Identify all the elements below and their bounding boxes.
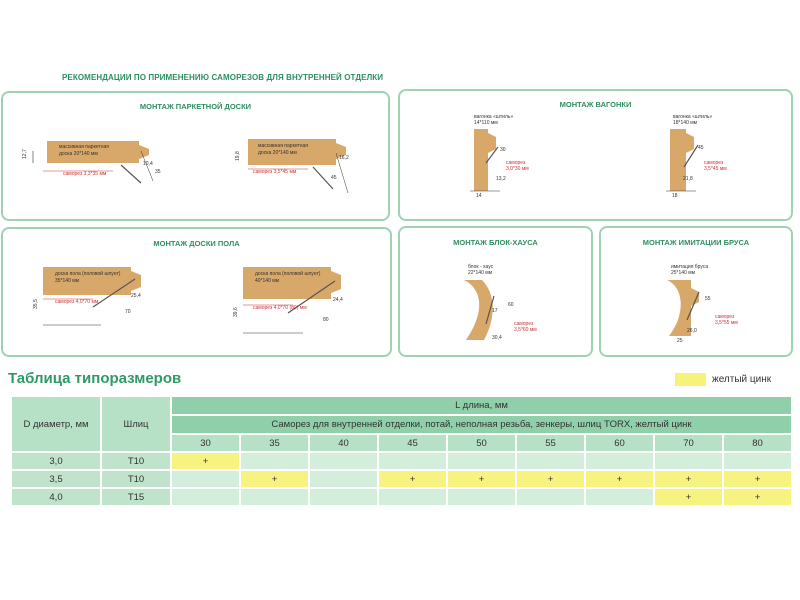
size-cell: +: [447, 470, 516, 488]
row-diameter: 4,0: [11, 488, 101, 506]
size-cell: +: [240, 470, 309, 488]
size-cell: [171, 470, 240, 488]
floor-left-d1: 25,4: [131, 293, 141, 299]
size-cell: [447, 452, 516, 470]
size-cell: +: [654, 488, 723, 506]
legend-swatch: [675, 373, 706, 386]
row-diameter: 3,5: [11, 470, 101, 488]
size-cell: [378, 488, 447, 506]
wagonka-left-board2: 14*110 мм: [474, 120, 498, 126]
size-cell: [447, 488, 516, 506]
size-cell: [654, 452, 723, 470]
length-col: 60: [585, 434, 654, 452]
floor-right-h: 39,6: [233, 307, 239, 317]
blockhouse-screw: саморез: [514, 321, 534, 327]
floor-right-board2: 40*140 мм: [255, 278, 280, 284]
parquet-left-h: 12,7: [22, 149, 28, 159]
wagonka-left-screw2: 3,0*30 мм: [506, 166, 529, 172]
table-row: [11, 452, 792, 470]
size-cell: [378, 452, 447, 470]
panel-floor: [1, 227, 392, 357]
panel-parquet: [1, 91, 390, 221]
wagonka-diagram: [400, 91, 791, 219]
size-cell: [240, 452, 309, 470]
size-table: [10, 395, 793, 507]
row-diameter: 3,0: [11, 452, 101, 470]
length-col: 70: [654, 434, 723, 452]
floor-left-screw: саморез 4,0*70 мм: [55, 299, 99, 305]
parquet-right-h: 19,8: [235, 151, 241, 161]
length-col: 55: [516, 434, 585, 452]
size-cell: [585, 488, 654, 506]
brus-w: 26,0: [687, 328, 697, 334]
wagonka-right-board2: 18*140 мм: [673, 120, 698, 126]
wagonka-left-board: вагонка «штиль»: [474, 114, 514, 120]
page-title: РЕКОМЕНДАЦИИ ПО ПРИМЕНЕНИЮ САМОРЕЗОВ ДЛЯ ВНУТРЕННЕЙ ОТДЕЛКИ: [62, 73, 384, 82]
parquet-right-d1: 16,2: [339, 155, 349, 161]
length-col: 50: [447, 434, 516, 452]
blockhouse-board2: 22*140 мм: [468, 270, 493, 276]
wagonka-right-b: 18: [672, 193, 678, 199]
row-slot: T15: [101, 488, 171, 506]
size-cell: +: [378, 470, 447, 488]
brus-b: 25: [677, 338, 683, 344]
size-cell: +: [516, 470, 585, 488]
panel-title: МОНТАЖ ВАГОНКИ: [559, 100, 632, 109]
wagonka-board-left: [474, 129, 488, 191]
floor-left-d2: 70: [125, 309, 131, 315]
panel-brus: [599, 226, 793, 357]
brus-screw2: 3,5*55 мм: [715, 320, 738, 326]
length-col: 45: [378, 434, 447, 452]
size-cell: [516, 452, 585, 470]
parquet-left-board2: доска 20*140 мм: [59, 151, 98, 157]
length-col: 80: [723, 434, 792, 452]
parquet-left-board: массивная паркетная: [59, 144, 109, 150]
parquet-left-d1: 10,4: [143, 161, 153, 167]
panel-blockhouse: [398, 226, 593, 357]
brus-diagram: [601, 228, 791, 355]
table-description: Саморез для внутренней отделки, потай, неполная резьба, зенкеры, шлиц TORX, желтый цинк: [171, 415, 792, 434]
panel-title: МОНТАЖ БЛОК-ХАУСА: [453, 238, 538, 247]
parquet-right-d2: 45: [331, 175, 337, 181]
size-cell: +: [723, 488, 792, 506]
size-cell: [309, 488, 378, 506]
blockhouse-d2: 60: [508, 302, 514, 308]
blockhouse-diagram: [400, 228, 591, 355]
parquet-left-screw: саморез 3,3*35 мм: [63, 171, 107, 177]
size-cell: +: [654, 470, 723, 488]
blockhouse-w: 30,4: [492, 335, 502, 341]
size-cell: +: [585, 470, 654, 488]
parquet-left-d2: 35: [155, 169, 161, 175]
brus-board: имитация бруса: [671, 264, 709, 270]
legend-label: желтый цинк: [712, 374, 772, 385]
size-cell: [309, 452, 378, 470]
parquet-right-board2: доска 20*140 мм: [258, 150, 297, 156]
floor-right-board: доска пола (половой шпунт): [255, 271, 321, 277]
panel-title: МОНТАЖ ДОСКИ ПОЛА: [153, 239, 240, 248]
panel-wagonka: [398, 89, 793, 221]
length-col: 30: [171, 434, 240, 452]
parquet-right-screw: саморез 3,5*45 мм: [253, 169, 297, 175]
table-row: [11, 488, 792, 506]
panel-title: МОНТАЖ ПАРКЕТНОЙ ДОСКИ: [139, 102, 252, 111]
blockhouse-d1: 17: [492, 308, 498, 314]
size-cell: [171, 488, 240, 506]
blockhouse-board-shape: [464, 280, 493, 340]
row-slot: T10: [101, 470, 171, 488]
panel-title: МОНТАЖ ИМИТАЦИИ БРУСА: [642, 238, 750, 247]
wagonka-right-screw: саморез: [704, 160, 724, 166]
floor-left-board2: 35*140 мм: [55, 278, 80, 284]
size-cell: [309, 470, 378, 488]
size-cell: +: [171, 452, 240, 470]
length-col: 35: [240, 434, 309, 452]
wagonka-left-b: 14: [476, 193, 482, 199]
col-slot: Шлиц: [101, 396, 171, 452]
wagonka-right-d1: 45: [698, 145, 704, 151]
floor-diagram: [3, 229, 390, 355]
brus-screw: саморез: [715, 314, 735, 320]
floor-right-d2: 80: [323, 317, 329, 323]
brus-board2: 25*140 мм: [671, 270, 696, 276]
wagonka-left-w: 13,2: [496, 176, 506, 182]
size-cell: [240, 488, 309, 506]
table-row: [11, 470, 792, 488]
col-diameter: D диаметр, мм: [11, 396, 101, 452]
parquet-diagram: [3, 93, 388, 219]
size-cell: [516, 488, 585, 506]
wagonka-right-board: вагонка «штиль»: [673, 114, 713, 120]
size-cell: [723, 452, 792, 470]
length-header: L длина, мм: [171, 396, 792, 415]
floor-right-screw: саморез 4,0*70 (80) мм: [253, 305, 307, 311]
wagonka-right-screw2: 3,5*45 мм: [704, 166, 727, 172]
floor-left-board: доска пола (половой шпунт): [55, 271, 121, 277]
brus-d1: 55: [705, 296, 711, 302]
wagonka-left-d1: 30: [500, 147, 506, 153]
wagonka-right-w: 21,8: [683, 176, 693, 182]
floor-left-h: 35,5: [33, 299, 39, 309]
section-title: Таблица типоразмеров: [8, 370, 182, 387]
row-slot: T10: [101, 452, 171, 470]
size-cell: +: [723, 470, 792, 488]
parquet-right-board: массивная паркетная: [258, 143, 308, 149]
floor-right-d1: 24,4: [333, 297, 343, 303]
length-col: 40: [309, 434, 378, 452]
size-cell: [585, 452, 654, 470]
wagonka-left-screw: саморез: [506, 160, 526, 166]
blockhouse-board: блок - хаус: [468, 264, 494, 270]
blockhouse-screw2: 3,5*60 мм: [514, 327, 537, 333]
